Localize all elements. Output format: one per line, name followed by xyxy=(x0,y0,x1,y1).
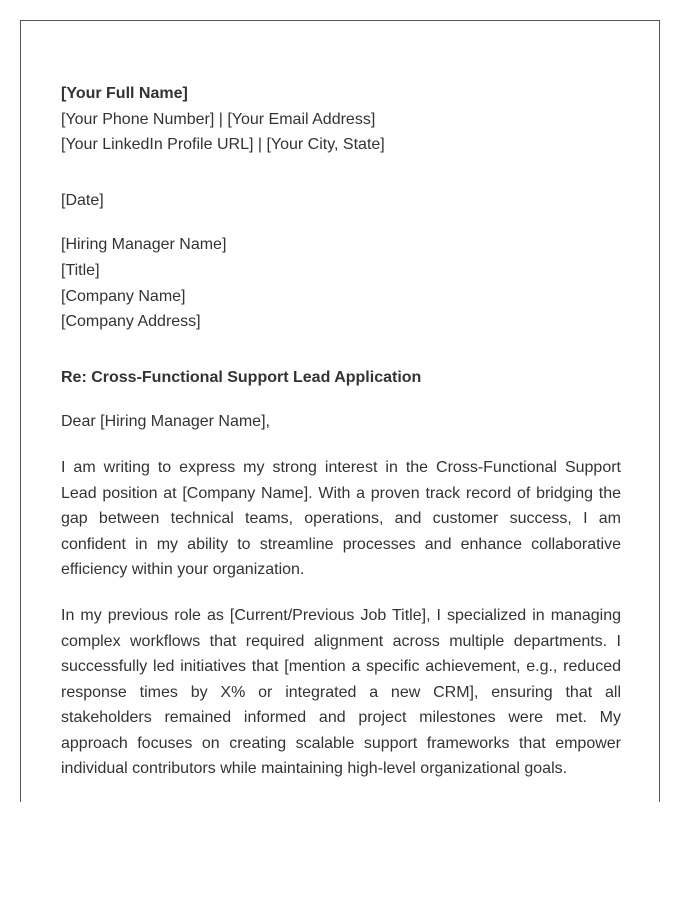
body-paragraph-1: I am writing to express my strong interest in the Cross-Functional Support Lead position at [Company Name]. With a proven track record of bridging the gap between technical teams, operations, and customer success, I am confident in my ability to streamline processes and enhance collaborative efficiency within your organization. xyxy=(61,458,621,579)
sender-contact-line-1: [Your Phone Number] | [Your Email Address] xyxy=(61,110,376,128)
sender-name: [Your Full Name] xyxy=(61,85,188,102)
recipient-address: [Company Address] xyxy=(61,313,201,331)
recipient-company: [Company Name] xyxy=(61,287,186,305)
recipient-title: [Title] xyxy=(61,261,100,279)
recipient-block xyxy=(61,232,621,334)
subject-line: Re: Cross-Functional Support Lead Application xyxy=(61,368,422,386)
letter-date: [Date] xyxy=(61,191,104,209)
sender-contact-line-2: [Your LinkedIn Profile URL] | [Your City, State] xyxy=(61,136,385,154)
greeting: Dear [Hiring Manager Name], xyxy=(61,413,270,431)
recipient-name: [Hiring Manager Name] xyxy=(61,236,227,254)
letter-content xyxy=(61,81,621,798)
letter-page xyxy=(20,20,660,802)
body-paragraph-2: In my previous role as [Current/Previous Job Title], I specialized in managing complex workflows that required alignment across multiple departments. I successfully led initiatives that [mention a specific achievement, e.g., reduced response times by X% or integrated a new CRM], ensuring that all stakeholders remained informed and project milestones were met. My approach focuses on creating scalable support frameworks that empower individual contributors while maintaining high-level organizational goals. xyxy=(61,606,621,778)
